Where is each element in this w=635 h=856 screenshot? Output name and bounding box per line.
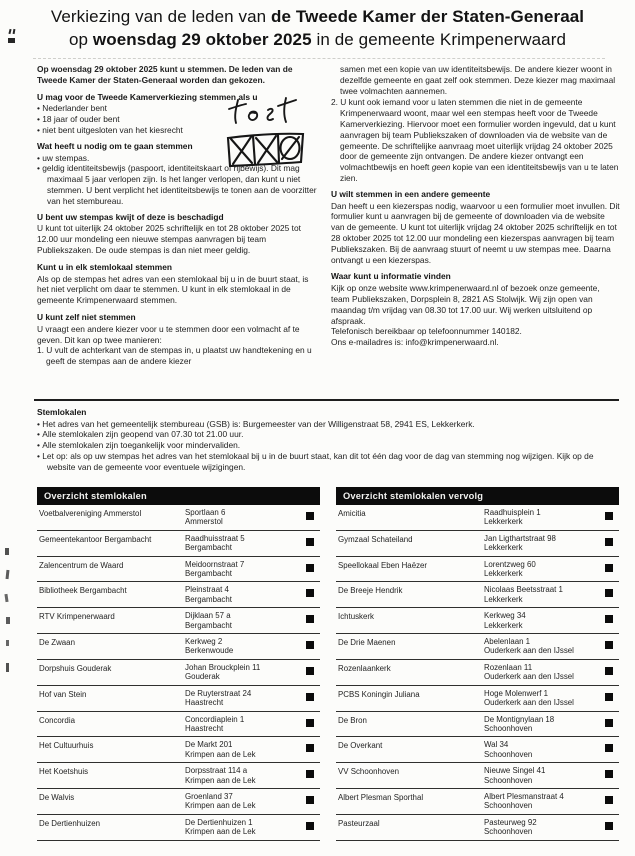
- handwritten-ballot-boxes-doodle: [228, 134, 303, 166]
- address-line: De Markt 201: [185, 740, 233, 750]
- bullet-item: • geldig identiteitsbewijs (paspoort, identiteitskaart of rijbewijs). Dit mag maximaal 5 jaar verlopen zijn. Is het langer verlopen, dan kunt u niet stemmen. U bent verplicht het identiteitsbewijs te tonen aan de voorzitter van het stembureau.: [37, 163, 317, 206]
- scan-artifact: [5, 548, 9, 555]
- table-row: [37, 660, 320, 686]
- checkbox-square-icon: [306, 667, 314, 675]
- station-name: Gemeentekantoor Bergambacht: [39, 534, 152, 544]
- table-row: [37, 763, 320, 789]
- address-line: Nicolaas Beetsstraat 1: [484, 585, 563, 595]
- title-election-name: de Tweede Kamer der Staten-Generaal: [271, 7, 585, 26]
- bullet-text: Alle stemlokalen zijn geopend van 07.30 tot 21.00 uur.: [42, 429, 244, 440]
- section-heading-any-station: Kunt u in elk stemlokaal stemmen: [37, 261, 172, 272]
- table-row: [336, 789, 619, 815]
- checkbox-square-icon: [306, 744, 314, 752]
- title-municipality: in de gemeente Krimpenerwaard: [311, 30, 567, 49]
- address-line: Kerkweg 2: [185, 637, 223, 647]
- table-row: [336, 815, 619, 841]
- checkbox-square-icon: [306, 693, 314, 701]
- section-body: U vraagt een andere kiezer voor u te stemmen door een volmacht af te geven. Dit kan op twee manieren:: [37, 323, 300, 345]
- table-row: [37, 557, 320, 583]
- station-name: Dorpshuis Gouderak: [39, 663, 112, 673]
- checkbox-square-icon: [306, 615, 314, 623]
- station-name: De Zwaan: [39, 638, 75, 648]
- proxy-item1-continuation: samen met een kopie van uw identiteitsbewijs. De andere kiezer woont in dezelfde gemeente en gaat zelf ook stemmen. Deze kiezer mag maximaal twee volmachten aannemen.: [340, 64, 616, 96]
- station-name: Hof van Stein: [39, 689, 87, 699]
- city-line: Haastrecht: [185, 723, 224, 733]
- station-address: [484, 637, 601, 656]
- table-row: [336, 531, 619, 557]
- numbered-item-2: [331, 97, 620, 183]
- city-line: Lekkerkerk: [484, 517, 523, 527]
- station-name: Bibliotheek Bergambacht: [39, 586, 127, 596]
- station-name: De Walvis: [39, 792, 75, 802]
- address-line: De Montignylaan 18: [484, 714, 555, 724]
- station-address: [484, 508, 601, 527]
- bullet-item: • Nederlander bent: [37, 103, 107, 114]
- bullet-item: • Alle stemlokalen zijn toegankelijk voor mindervaliden.: [37, 440, 241, 451]
- item-text: kopie van een identiteitsbewijs van u te laten zien.: [340, 162, 619, 183]
- bullet-text: 18 jaar of ouder bent: [42, 114, 120, 125]
- section-heading-eligibility: U mag voor de Tweede Kamerverkiezing stemmen als u: [37, 91, 258, 102]
- station-name: Ichtuskerk: [338, 612, 374, 622]
- station-name: Voetbalvereniging Ammerstol: [39, 509, 142, 518]
- checkbox-square-icon: [306, 796, 314, 804]
- table-row: [37, 505, 320, 531]
- address-line: Raadhuisstraat 5: [185, 533, 245, 543]
- checkbox-square-icon: [605, 719, 613, 727]
- page-title: [0, 5, 635, 51]
- address-line: Dijklaan 57 a: [185, 611, 231, 621]
- bullet-text: Het adres van het gemeentelijk stembureau (GSB) is: Burgemeester van der Willigenstraat 58, 2941 ES, Lekkerkerk.: [42, 418, 475, 429]
- checkbox-square-icon: [605, 615, 613, 623]
- station-address: [185, 766, 302, 785]
- section-body: Kijk op onze website www.krimpenerwaard.nl of bezoek onze gemeente, team Publiekszaken, Dorpsplein 8, 2821 AS Stolwijk. Wij zijn open van maandag t/m vrijdag van 08.30 tot 17.00 uur. Wij werken uitsluitend op afspraak.: [331, 283, 600, 326]
- section-heading-lost-pass: U bent uw stempas kwijt of deze is beschadigd: [37, 211, 224, 222]
- city-line: Krimpen aan de Lek: [185, 827, 256, 837]
- bullet-item: • Let op: als op uw stempas het adres van het stemlokaal bij u in de buurt staat, kan dit tot één dag voor de dag van stemming nog wijzigen. Kijk op de website van de gemeente voor eventuele wijzigingen.: [37, 450, 594, 472]
- scan-artifact: [4, 594, 8, 602]
- station-name: Het Cultuurhuis: [39, 741, 94, 751]
- bullet-item: • 18 jaar of ouder bent: [37, 114, 120, 125]
- section-heading-other-municipality: U wilt stemmen in een andere gemeente: [331, 188, 491, 199]
- table-row: [37, 582, 320, 608]
- city-line: Schoonhoven: [484, 775, 533, 785]
- address-line: Groenland 37: [185, 791, 233, 801]
- city-line: Lekkerkerk: [484, 543, 523, 553]
- station-name: De Drie Maenen: [338, 638, 396, 648]
- city-line: Ouderkerk aan den IJssel: [484, 646, 574, 656]
- address-line: Johan Brouckplein 11: [185, 662, 261, 672]
- address-line: Sportlaan 6: [185, 508, 226, 517]
- checkbox-square-icon: [306, 641, 314, 649]
- station-address: [484, 585, 601, 604]
- bullet-item: • Alle stemlokalen zijn geopend van 07.30 tot 21.00 uur.: [37, 429, 244, 440]
- station-address: [185, 508, 302, 527]
- station-address: [185, 818, 302, 837]
- phone-line: Telefonisch bereikbaar op telefoonnummer 140182.: [331, 326, 522, 337]
- city-line: Schoonhoven: [484, 801, 533, 811]
- station-address: [185, 792, 302, 811]
- table-row: [336, 505, 619, 531]
- numbered-item-1: 1. U vult de achterkant van de stempas in, u plaatst uw handtekening en u geeft de stempas aan de andere kiezer: [37, 345, 312, 367]
- checkbox-square-icon: [306, 538, 314, 546]
- bullet-text: uw stempas.: [42, 152, 90, 163]
- city-line: Krimpen aan de Lek: [185, 749, 256, 759]
- city-line: Gouderak: [185, 672, 220, 682]
- station-address: [484, 818, 601, 837]
- station-name: Albert Plesman Sporthal: [338, 792, 424, 802]
- address-line: Rozenlaan 11: [484, 662, 533, 672]
- table-row: [37, 815, 320, 841]
- city-line: Lekkerkerk: [484, 594, 523, 604]
- station-address: [484, 766, 601, 785]
- scan-artifact: [6, 617, 10, 624]
- bullet-text: Nederlander bent: [42, 103, 107, 114]
- station-address: [484, 534, 601, 553]
- bullet-text: geldig identiteitsbewijs (paspoort, identiteitskaart of rijbewijs). Dit mag maximaal 5 jaar verlopen zijn. Is het langer verlopen, dan kunt u niet stemmen. U bent verplicht het identiteitsbewijs te tonen aan de voorzitter van het stembureau.: [42, 163, 317, 206]
- station-name: De Dertienhuizen: [39, 818, 100, 828]
- checkbox-square-icon: [306, 589, 314, 597]
- bullet-text: Alle stemlokalen zijn toegankelijk voor mindervaliden.: [42, 440, 241, 451]
- checkbox-square-icon: [306, 719, 314, 727]
- city-line: Ouderkerk aan den IJssel: [484, 698, 574, 708]
- station-address: [185, 689, 302, 708]
- table-row: [37, 789, 320, 815]
- city-line: Lekkerkerk: [484, 569, 523, 579]
- email-line: Ons e-mailadres is: info@krimpenerwaard.nl.: [331, 337, 499, 348]
- checkbox-square-icon: [605, 564, 613, 572]
- address-line: Jan Ligthartstraat 98: [484, 533, 556, 543]
- station-address: [185, 740, 302, 759]
- title-date: woensdag 29 oktober 2025: [92, 30, 312, 49]
- handwritten-test-word: [229, 98, 296, 123]
- checkbox-square-icon: [605, 512, 613, 520]
- table-row: [336, 737, 619, 763]
- section-heading-proxy: U kunt zelf niet stemmen: [37, 311, 136, 322]
- station-name: Speellokaal Eben Haëzer: [338, 560, 428, 570]
- scan-artifact: [6, 570, 10, 579]
- station-address: [484, 792, 601, 811]
- address-line: Albert Plesmanstraat 4: [484, 791, 564, 801]
- city-line: Schoonhoven: [484, 749, 533, 759]
- city-line: Schoonhoven: [484, 827, 533, 837]
- polling-stations-section: [37, 407, 619, 472]
- checkbox-square-icon: [605, 538, 613, 546]
- address-line: Nieuwe Singel 41: [484, 766, 546, 776]
- table-row: [336, 634, 619, 660]
- checkbox-square-icon: [605, 822, 613, 830]
- checkbox-square-icon: [605, 667, 613, 675]
- city-line: Krimpen aan de Lek: [185, 801, 256, 811]
- bullet-item: • Het adres van het gemeentelijk stembureau (GSB) is: Burgemeester van der Willigenstraat 58, 2941 ES, Lekkerkerk.: [37, 418, 475, 429]
- scan-artifact: [6, 663, 9, 672]
- address-line: Abelenlaan 1: [484, 637, 531, 647]
- section-divider: [34, 399, 619, 401]
- city-line: Ammerstol: [185, 517, 223, 527]
- table-row: [336, 712, 619, 738]
- station-address: [185, 560, 302, 579]
- address-line: Dorpsstraat 114 a: [185, 766, 248, 776]
- table-row: [37, 634, 320, 660]
- checkbox-square-icon: [306, 770, 314, 778]
- station-address: [185, 534, 302, 553]
- table-row: [37, 737, 320, 763]
- address-line: Lorentzweg 60: [484, 559, 536, 569]
- station-name: Het Koetshuis: [39, 767, 89, 777]
- station-address: [484, 715, 601, 734]
- city-line: Haastrecht: [185, 698, 224, 708]
- address-line: Wal 34: [484, 740, 509, 750]
- handwritten-annotation: [224, 96, 308, 177]
- intro-paragraph: Op woensdag 29 oktober 2025 kunt u stemmen. De leden van de Tweede Kamer der Staten-Generaal worden dan gekozen.: [37, 64, 293, 85]
- station-name: De Overkant: [338, 741, 383, 751]
- section-body: Dan heeft u een kiezerspas nodig, waarvoor u een formulier moet invullen. Dit formulier kunt u aanvragen bij de gemeente of downloaden via de website van de gemeente. U kunt tot uiterlijk vrijdag 24 oktober 2025 schriftelijk en tot 28 oktober 2025 tot 12.00 uur mondeling een kiezerspas aanvragen bij team Publiekszaken. Bij de aanvraag stuurt of neemt u uw stempas mee. Daarna ontvangt u een kiezerspas.: [331, 200, 620, 265]
- polling-station-tables: [37, 487, 619, 841]
- address-line: De Dertienhuizen 1: [185, 817, 253, 827]
- station-name: PCBS Koningin Juliana: [338, 689, 420, 699]
- table-row: [37, 686, 320, 712]
- station-address: [484, 740, 601, 759]
- city-line: Lekkerkerk: [484, 620, 523, 630]
- stemlokalen-heading: Stemlokalen: [37, 407, 87, 417]
- address-line: Raadhuisplein 1: [484, 508, 541, 517]
- station-address: [185, 663, 302, 682]
- table-row: [336, 582, 619, 608]
- section-heading-information: Waar kunt u informatie vinden: [331, 271, 451, 282]
- bullet-item: • uw stempas.: [37, 152, 90, 163]
- station-name: Zalencentrum de Waard: [39, 560, 124, 570]
- checkbox-square-icon: [605, 641, 613, 649]
- table-overview-1: [37, 487, 320, 841]
- city-line: Bergambacht: [185, 569, 232, 579]
- station-address: [185, 637, 302, 656]
- table-row: [37, 531, 320, 557]
- checkbox-square-icon: [306, 822, 314, 830]
- title-divider: [33, 58, 605, 59]
- scan-artifact: [6, 640, 9, 646]
- station-name: RTV Krimpenerwaard: [39, 612, 115, 622]
- table-row: [336, 557, 619, 583]
- address-line: Pleinstraat 4: [185, 585, 229, 595]
- station-address: [484, 663, 601, 682]
- table-overview-2: [336, 487, 619, 841]
- table-row: [336, 660, 619, 686]
- address-line: Pasteurweg 92: [484, 817, 537, 827]
- station-address: [185, 611, 302, 630]
- checkbox-square-icon: [306, 512, 314, 520]
- station-name: De Breeje Hendrik: [338, 586, 403, 596]
- table-header: Overzicht stemlokalen vervolg: [336, 487, 619, 505]
- city-line: Berkenwoude: [185, 646, 234, 656]
- table-row: [336, 686, 619, 712]
- station-name: Amicitia: [338, 509, 366, 518]
- address-line: Concordiaplein 1: [185, 714, 245, 724]
- station-name: Rozenlaankerk: [338, 663, 391, 673]
- station-address: [185, 715, 302, 734]
- city-line: Bergambacht: [185, 620, 232, 630]
- item-text: 2. U kunt ook iemand voor u laten stemmen die niet in de gemeente Krimpenerwaard woont, maar wel een stempas heeft voor de Tweede Kamerverkiezing. Hiervoor moet een formulier worden ingevuld, dat u kunt aanvragen bij team Publiekszaken of downloaden via de website van de gemeente. De schriftelijke aanvraag moet uiterlijk vrijdag 24 oktober 2025 door de gemeente zijn ontvangen. De andere kiezer ontvangt een volmachtbewijs en hoeft: [331, 97, 616, 173]
- city-line: Krimpen aan de Lek: [185, 775, 256, 785]
- city-line: Ouderkerk aan den IJssel: [484, 672, 574, 682]
- checkbox-square-icon: [306, 564, 314, 572]
- address-line: Meidoornstraat 7: [185, 559, 245, 569]
- checkbox-square-icon: [605, 693, 613, 701]
- title-line-1: [0, 5, 635, 28]
- checkbox-square-icon: [605, 744, 613, 752]
- checkbox-square-icon: [605, 589, 613, 597]
- title-text: Verkiezing van de leden van: [50, 7, 272, 26]
- station-name: De Bron: [338, 715, 367, 725]
- address-line: De Ruyterstraat 24: [185, 688, 252, 698]
- table-row: [37, 608, 320, 634]
- section-body: U kunt tot uiterlijk 24 oktober 2025 schriftelijk en tot 28 oktober 2025 tot 12.00 uur mondeling een nieuwe stempas aanvragen bij team Publiekszaken. De oude stempas is dan niet meer geldig.: [37, 223, 301, 255]
- title-line-2: [0, 28, 635, 51]
- checkbox-square-icon: [605, 770, 613, 778]
- table-row: [336, 763, 619, 789]
- city-line: Bergambacht: [185, 543, 232, 553]
- station-address: [185, 585, 302, 604]
- station-name: Concordia: [39, 715, 75, 725]
- bullet-item: • niet bent uitgesloten van het kiesrecht: [37, 124, 183, 135]
- section-heading-requirements: Wat heeft u nodig om te gaan stemmen: [37, 140, 193, 151]
- table-header: Overzicht stemlokalen: [37, 487, 320, 505]
- station-name: Gymzaal Schateiland: [338, 534, 413, 544]
- bullet-text: Let op: als op uw stempas het adres van het stemlokaal bij u in de buurt staat, kan dit tot één dag voor de dag van stemming nog wijzigen. Kijk op de website van de gemeente voor eventuele wijzigingen.: [42, 450, 594, 472]
- station-address: [484, 689, 601, 708]
- city-line: Schoonhoven: [484, 723, 533, 733]
- handwriting-svg: [224, 96, 308, 172]
- station-name: Pasteurzaal: [338, 818, 380, 828]
- item-text-italic: geen: [431, 162, 451, 173]
- station-address: [484, 560, 601, 579]
- station-address: [484, 611, 601, 630]
- city-line: Bergambacht: [185, 594, 232, 604]
- right-column: [331, 64, 620, 348]
- address-line: Kerkweg 34: [484, 611, 526, 621]
- bullet-text: niet bent uitgesloten van het kiesrecht: [42, 124, 183, 135]
- table-row: [336, 608, 619, 634]
- station-name: VV Schoonhoven: [338, 767, 399, 777]
- address-line: Hoge Molenwerf 1: [484, 688, 549, 698]
- title-text: op: [68, 30, 93, 49]
- checkbox-square-icon: [605, 796, 613, 804]
- section-body: Als op de stempas het adres van een stemlokaal bij u in de buurt staat, is het niet verplicht om daar te stemmen. U kunt in elk stemlokaal in de gemeente Krimpenerwaard stemmen.: [37, 273, 309, 306]
- table-row: [37, 712, 320, 738]
